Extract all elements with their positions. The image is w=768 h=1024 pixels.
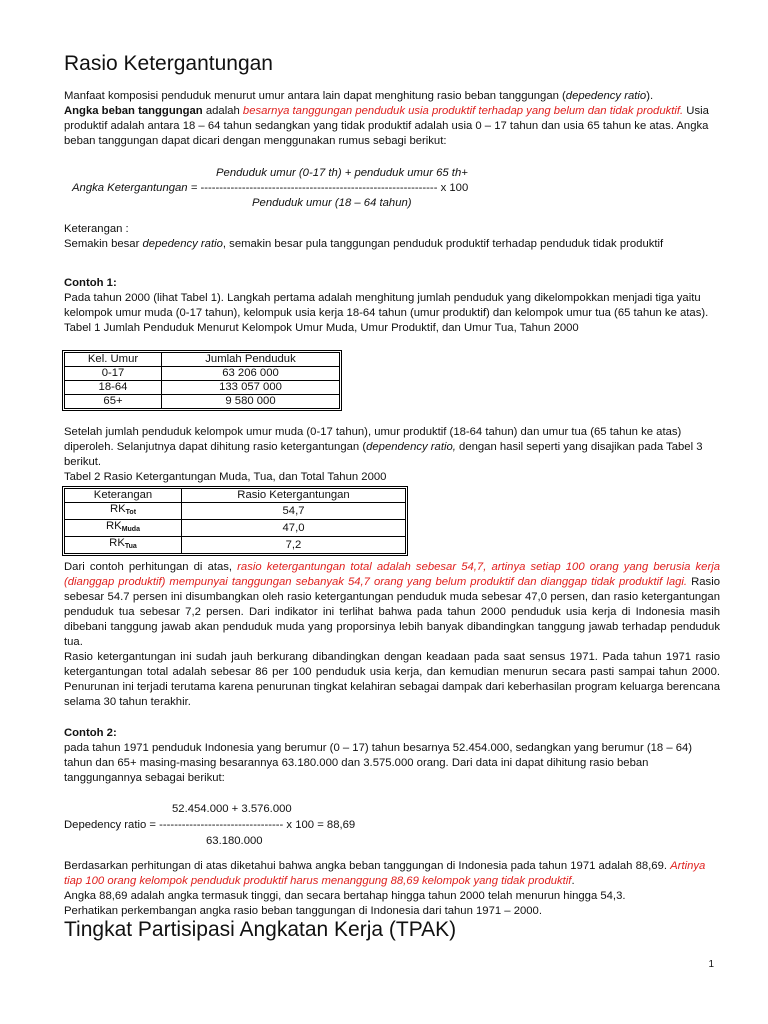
contoh-1-analysis: Dari contoh perhitungan di atas, rasio ketergantungan total adalah sebesar 54,7, artinya setiap 100 orang yang berusia kerja (dianggap produktif) mempunyai tanggungan sebanyak 54,7 orang yang belum produktif dan dianggap tidak produktif lagi. Rasio sebesar 54.7 persen ini disumbangkan oleh rasio ketergantungan penduduk muda sebesar 47,0 persen, dan rasio ketergantungan penduduk tua sebesar 7,2 persen. Dari indikator ini terlihat bahwa pada tahun 2000 penduduk usia kerja di Indonesia masih dibebani tanggung jawab akan penduduk muda yang proporsinya lebih banyak dibandingkan tanggung jawab terhadap penduduk tua. Rasio ketergantungan ini sudah jauh berkurang dibandingkan dengan keadaan pada saat sensus 1971. Pada tahun 1971 rasio ketergantungan total adalah sebesar 86 per 100 penduduk usia kerja, dan kemudian menurun secara pasti sampai tahun 2000. Penurunan ini terjadi terutama karena penurunan tingkat kelahiran sebagai dampak dari keberhasilan program keluarga berencana selama 30 tahun terakhir. <box>64 561 720 708</box>
intro-paragraph: Manfaat komposisi penduduk menurut umur antara lain dapat menghitung rasio beban tanggungan (depedency ratio). Angka beban tanggungan adalah besarnya tanggungan penduduk usia produktif terhadap yang belum dan tidak produktif. Usia produktif adalah antara 18 – 64 tahun sedangkan yang tidak produktif adalah usia 0 – 17 tahun dan usia 65 tahun ke atas. Angka beban tanggungan dapat dicari dengan menggunakan rumus sebagi berikut: <box>64 90 709 147</box>
contoh-1-after: Setelah jumlah penduduk kelompok umur muda (0-17 tahun), umur produktif (18-64 tahun) dan umur tua (65 tahun ke atas) diperoleh. Selanjutnya dapat dihitung rasio ketergantungan (dependency ratio, dengan hasil seperti yang disajikan pada Tabel 3 berikut. Tabel 2 Rasio Ketergantungan Muda, Tua, dan Total Tahun 2000 <box>64 426 703 483</box>
table-row: 65+ 9 580 000 <box>65 395 340 409</box>
table-row: $RK_{Tua}$ 7,2 <box>65 537 406 554</box>
section-title-tpak: Tingkat Partisipasi Angkatan Kerja (TPAK) <box>64 918 457 941</box>
table-2: Keterangan Rasio Ketergantungan $RK_{Tot}$ 54,7 $RK_{Muda}$ 47,0 $RK_{Tua}$ 7,2 <box>64 488 406 554</box>
table-row: $RK_{Tot}$ 54,7 <box>65 503 406 520</box>
page-number: 1 <box>708 959 714 970</box>
contoh-2-text: Contoh 2: pada tahun 1971 penduduk Indonesia yang berumur (0 – 17) tahun besarnya 52.454.000, sedangkan yang berumur (18 – 64) tahun dan 65+ masing-masing besarannya 63.180.000 dan 3.575.000 orang. Dari data ini dapat dihitung rasio beban tanggungannya sebagai berikut: <box>64 727 693 784</box>
table-row: $RK_{Muda}$ 47,0 <box>65 520 406 537</box>
page-title: Rasio Ketergantungan <box>64 52 273 75</box>
keterangan: Keterangan : Semakin besar depedency ratio, semakin besar pula tanggungan penduduk produktif terhadap penduduk tidak produktif <box>64 223 664 250</box>
contoh-2-conclusion: Berdasarkan perhitungan di atas diketahui bahwa angka beban tanggungan di Indonesia pada tahun 1971 adalah 88,69. Artinya tiap 100 orang kelompok penduduk produktif harus menanggung 88,69 kelompok yang tidak produktif. Angka 88,69 adalah angka termasuk tinggi, dan secara bertahap hingga tahun 2000 telah menurun hingga 54,3. Perhatikan perkembangan angka rasio beban tanggungan di Indonesia dari tahun 1971 – 2000. <box>64 860 706 917</box>
contoh-1-text: Contoh 1: Pada tahun 2000 (lihat Tabel 1). Langkah pertama adalah menghitung jumlah penduduk yang dikelompokkan menjadi tiga yaitu kelompok umur muda (0-17 tahun), kelompuk usia kerja 18-64 tahun (umur produktif) dan kelompok umur tua (65 tahun ke atas). Tabel 1 Jumlah Penduduk Menurut Kelompok Umur Muda, Umur Produktif, dan Umur Tua, Tahun 2000 <box>64 277 709 334</box>
table-row: 18-64 133 057 000 <box>65 381 340 395</box>
table-1: Kel. Umur Jumlah Penduduk 0-17 63 206 000 18-64 133 057 000 65+ 9 580 000 <box>64 352 340 409</box>
table-row: 0-17 63 206 000 <box>65 367 340 381</box>
